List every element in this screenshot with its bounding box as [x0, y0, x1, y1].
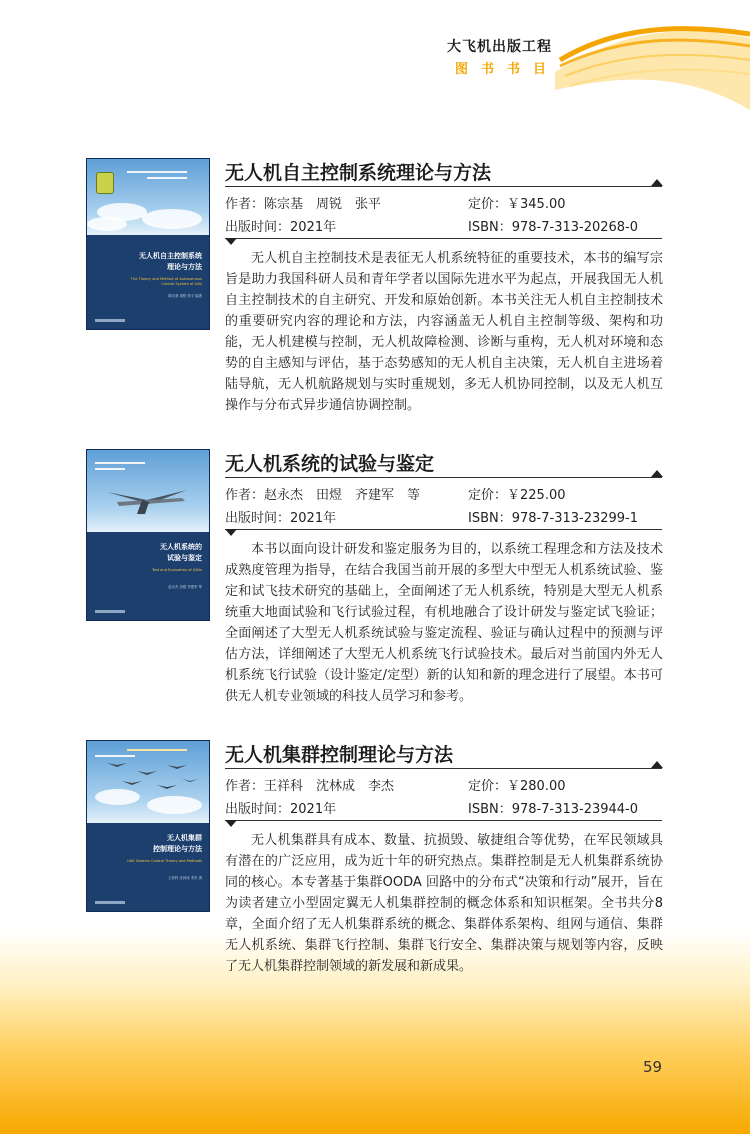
triangle-down-icon: [225, 820, 237, 827]
book-description: 无人机集群具有成本、数量、抗损毁、敏捷组合等优势，在军民领域具有潜在的广泛应用，成为近十年的研究热点。集群控制是无人机集群系统协同的核心。本专著基于集群OODA 回路中的分布式“决策和行动”展开，旨在为读者建立小型固定翼无人机集群控制的概念体系和知识框架。全书共分8章，全面介绍了无人机集群系统的概念、集群体系架构、组网与通信、集群无人机系统、集群飞行控制、集群飞行安全、集群决策与规划等内容，反映了无人机集群控制领域的新发展和新成果。: [225, 833, 663, 974]
book-cover: 无人机自主控制系统 理论与方法 The Theory and Method of Autonomous Control System of UAV 陈宗基 周锐 张平 编著: [86, 158, 210, 330]
series-title: 大飞机出版工程: [447, 39, 552, 55]
book-author: 作者：赵永杰 田煜 齐建军 等: [225, 488, 421, 503]
book-date: 出版时间：2021年: [225, 511, 337, 526]
book-title: 无人机自主控制系统理论与方法: [225, 162, 492, 184]
triangle-up-icon: [651, 179, 663, 186]
book-cover: 无人机集群 控制理论与方法 UAV Swarms Control Theory and Methods 王祥科 沈林成 李杰 著: [86, 740, 210, 912]
drone-illustration: [87, 470, 210, 530]
triangle-up-icon: [651, 470, 663, 477]
triangle-down-icon: [225, 529, 237, 536]
book-cover: 无人机系统的 试验与鉴定 Test and Evaluation of UAVs 赵永杰 田煜 齐建军 等: [86, 449, 210, 621]
cover-title-line2: 控制理论与方法: [153, 845, 202, 853]
cover-title-line1: 无人机系统的: [160, 543, 202, 551]
cover-title-line2: 理论与方法: [167, 263, 202, 271]
book-isbn: ISBN：978-7-313-23299-1: [468, 511, 639, 526]
page-number: 59: [643, 1058, 663, 1076]
cover-title-line1: 无人机集群: [167, 834, 202, 842]
book-isbn: ISBN：978-7-313-23944-0: [468, 802, 639, 817]
page-header: [0, 0, 750, 110]
book-date: 出版时间：2021年: [225, 220, 337, 235]
book-price: 定价：￥225.00: [468, 488, 566, 503]
book-title: 无人机集群控制理论与方法: [225, 744, 454, 766]
book-title: 无人机系统的试验与鉴定: [225, 453, 435, 475]
triangle-up-icon: [651, 761, 663, 768]
header-wave-decoration: [0, 0, 750, 110]
book-price: 定价：￥345.00: [468, 197, 566, 212]
triangle-down-icon: [225, 238, 237, 245]
book-author: 作者：王祥科 沈林成 李杰: [225, 779, 395, 794]
drone-swarm-illustration: [87, 751, 210, 811]
book-price: 定价：￥280.00: [468, 779, 566, 794]
book-description: 无人机自主控制技术是表征无人机系统特征的重要技术，本书的编写宗旨是助力我国科研人员和青年学者以国际先进水平为起点，开展我国无人机自主控制技术的自主研究、开发和原始创新。本书关注无人机自主控制技术的重要研究内容的理论和方法，内容涵盖无人机自主控制等级、架构和功能，无人机建模与控制，无人机故障检测、诊断与重构，无人机对环境和态势的自主感知与评估，基于态势感知的无人机自主决策，无人机自主进场着陆导航，无人机航路规划与实时重规划，多无人机协同控制，以及无人机互操作与分布式异步通信协调控制。: [225, 251, 663, 413]
book-date: 出版时间：2021年: [225, 802, 337, 817]
cover-title-line1: 无人机自主控制系统: [139, 252, 202, 260]
series-subtitle: 图书书目: [455, 62, 560, 77]
book-isbn: ISBN：978-7-313-20268-0: [468, 220, 639, 235]
book-description: 本书以面向设计研发和鉴定服务为目的，以系统工程理念和方法及技术成熟度管理为指导，在结合我国当前开展的多型大中型无人机系统试验、鉴定和试飞技术研究的基础上，全面阐述了无人机系统，特别是大型无人机系统重大地面试验和飞行试验过程，有机地融合了设计研发与鉴定试飞验证；全面阐述了大型无人机系统试验与鉴定流程、验证与确认过程中的预测与评估方法，详细阐述了大型无人机系统飞行试验技术。最后对当前国内外无人机系统飞行试验（设计鉴定/定型）新的认知和新的理念进行了展望。本书可供无人机专业领域的科技人员学习和参考。: [225, 542, 663, 704]
publisher-logo-icon: [96, 172, 114, 194]
cover-title-line2: 试验与鉴定: [167, 554, 202, 562]
book-author: 作者：陈宗基 周锐 张平: [225, 197, 382, 212]
